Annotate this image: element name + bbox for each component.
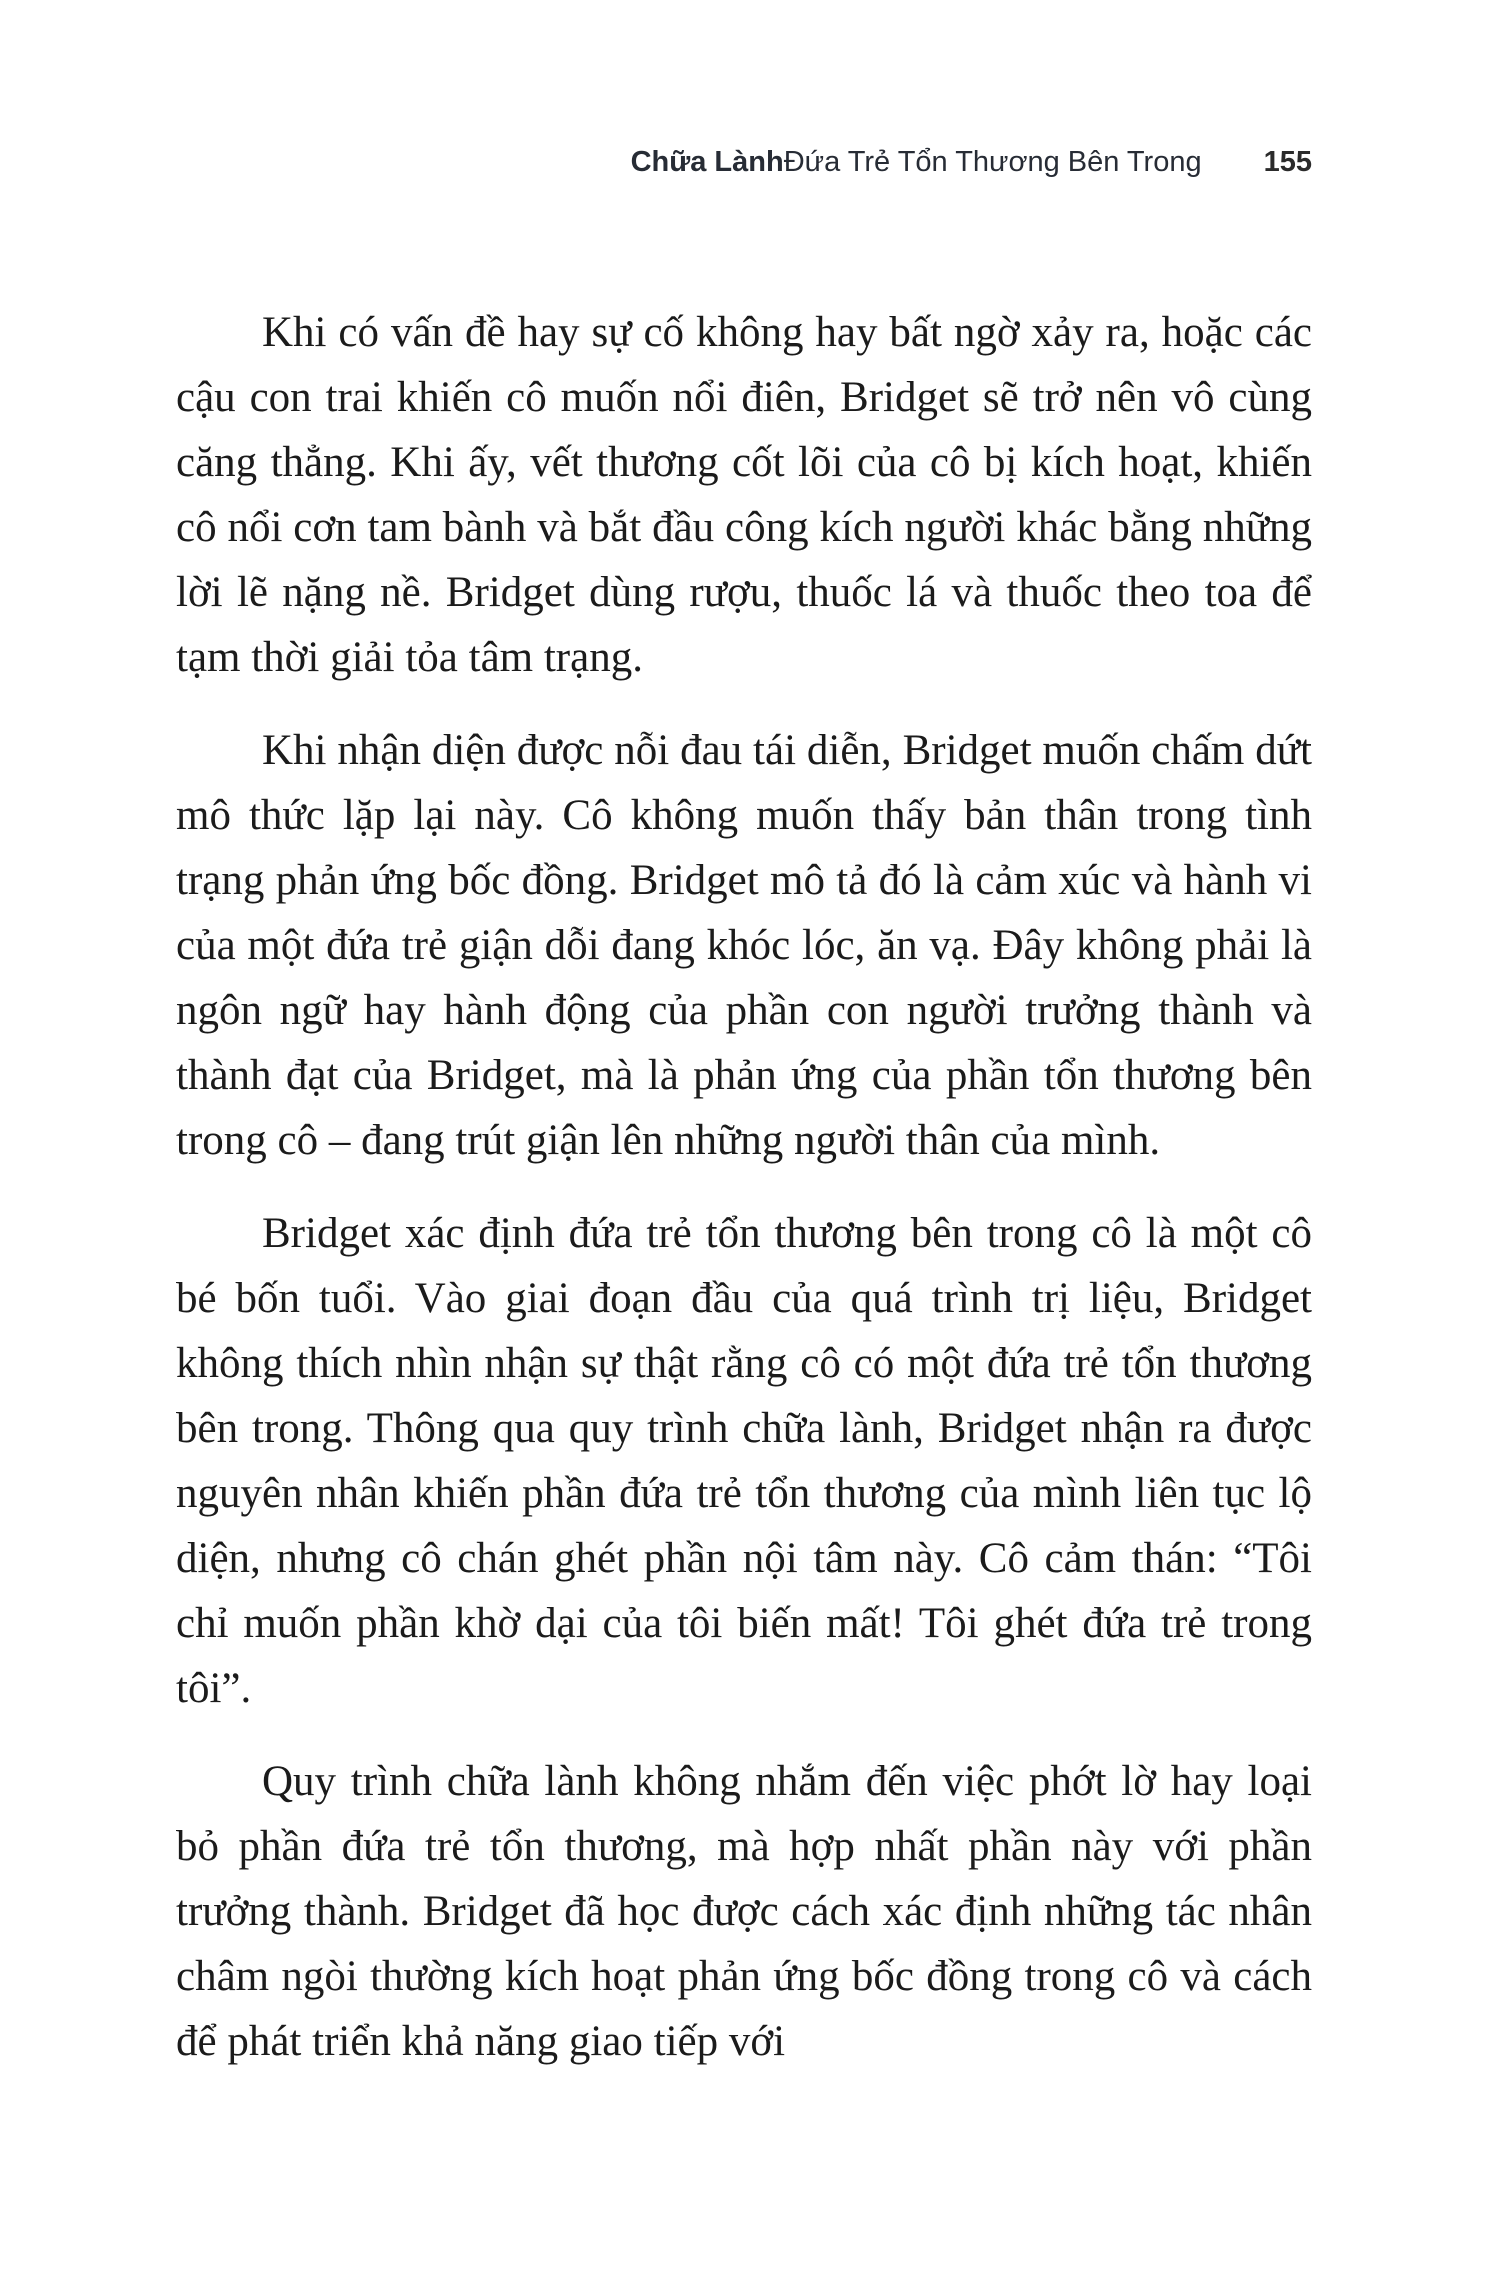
paragraph: Bridget xác định đứa trẻ tổn thương bên trong cô là một cô bé bốn tuổi. Vào giai đoạn đầu của quá trình trị liệu, Bridget không thích nhìn nhận sự thật rằng cô có một đứa trẻ tổn thương bên trong. Thông qua quy trình chữa lành, Bridget nhận ra được nguyên nhân khiến phần đứa trẻ tổn thương của mình liên tục lộ diện, nhưng cô chán ghét phần nội tâm này. Cô cảm thán: “Tôi chỉ muốn phần khờ dại của tôi biến mất! Tôi ghét đứa trẻ trong tôi”.	[176, 1210, 1312, 1712]
text-block	[176, 0, 1312, 2074]
paragraph: Khi có vấn đề hay sự cố không hay bất ngờ xảy ra, hoặc các cậu con trai khiến cô muốn nổi điên, Bridget sẽ trở nên vô cùng căng thẳng. Khi ấy, vết thương cốt lõi của cô bị kích hoạt, khiến cô nổi cơn tam bành và bắt đầu công kích người khác bằng những lời lẽ nặng nề. Bridget dùng rượu, thuốc lá và thuốc theo toa để tạm thời giải tỏa tâm trạng.	[176, 309, 1312, 681]
book-title-bold: Chữa Lành	[630, 146, 784, 178]
paragraph: Khi nhận diện được nỗi đau tái diễn, Bridget muốn chấm dứt mô thức lặp lại này. Cô không muốn thấy bản thân trong tình trạng phản ứng bốc đồng. Bridget mô tả đó là cảm xúc và hành vi của một đứa trẻ giận dỗi đang khóc lóc, ăn vạ. Đây không phải là ngôn ngữ hay hành động của phần con người trưởng thành và thành đạt của Bridget, mà là phản ứng của phần tổn thương bên trong cô – đang trút giận lên những người thân của mình.	[176, 727, 1312, 1164]
book-title-rest: Đứa Trẻ Tổn Thương Bên Trong	[783, 146, 1202, 178]
running-header	[176, 144, 1312, 180]
page-number: 155	[1263, 146, 1312, 178]
page-body	[176, 300, 1312, 2074]
paragraph: Quy trình chữa lành không nhắm đến việc phớt lờ hay loại bỏ phần đứa trẻ tổn thương, mà hợp nhất phần này với phần trưởng thành. Bridget đã học được cách xác định những tác nhân châm ngòi thường kích hoạt phản ứng bốc đồng trong cô và cách để phát triển khả năng giao tiếp với	[176, 1758, 1312, 2065]
